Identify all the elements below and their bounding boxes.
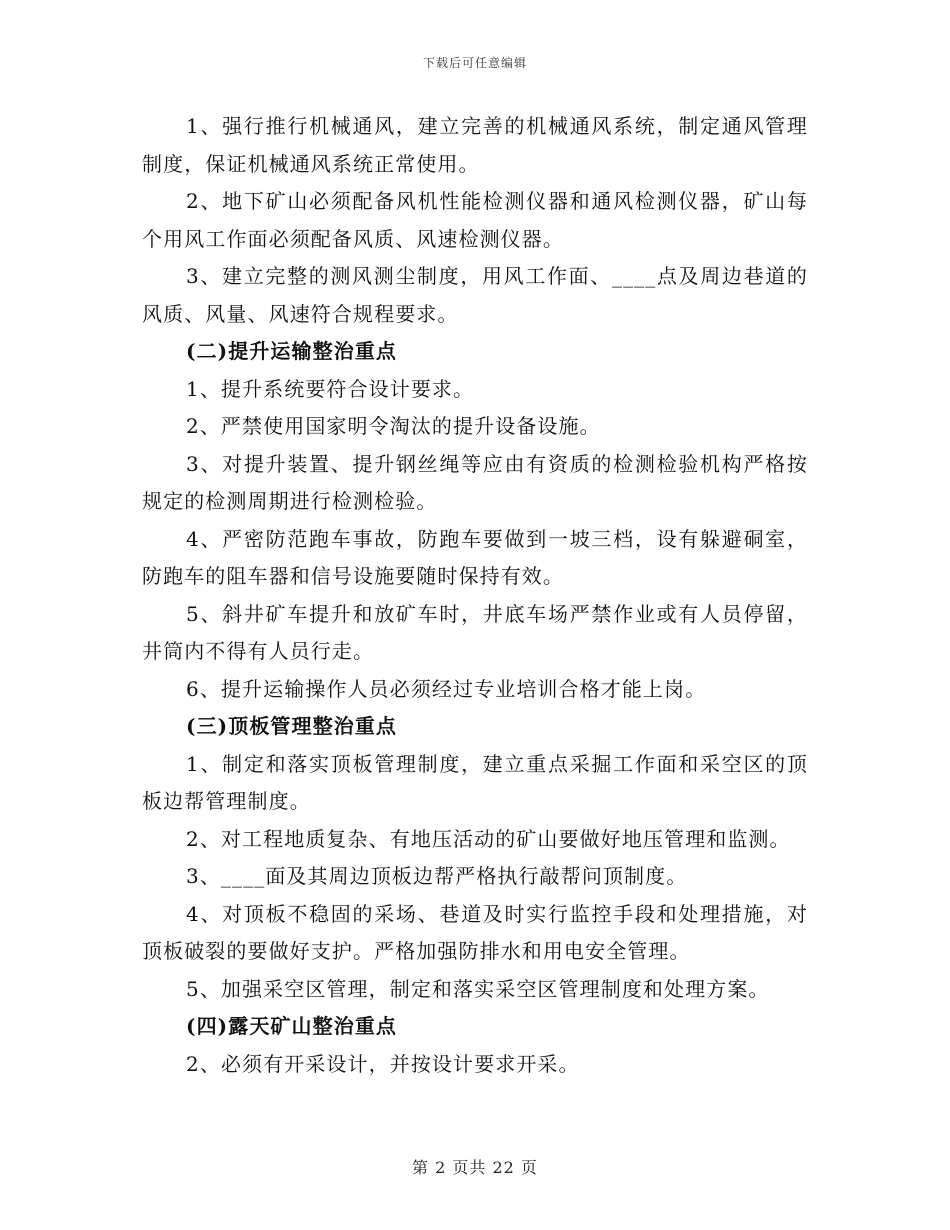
paragraph: 2、地下矿山必须配备风机性能检测仪器和通风检测仪器，矿山每个用风工作面必须配备风质、风速检测仪器。 (142, 189, 808, 251)
page-footer: 第 2 页共 22 页 (412, 1158, 538, 1177)
paragraph: 3、____面及其周边顶板边帮严格执行敲帮问顶制度。 (186, 864, 688, 888)
paragraph: 5、斜井矿车提升和放矿车时，井底车场严禁作业或有人员停留，井筒内不得有人员行走。 (142, 601, 808, 663)
page-header: 下载后可任意编辑 (422, 56, 527, 70)
paragraph: 2、严禁使用国家明令淘汰的提升设备设施。 (186, 414, 601, 438)
paragraph: 3、对提升装置、提升钢丝绳等应由有资质的检测检验机构严格按规定的检测周期进行检测检验。 (142, 451, 808, 513)
paragraph: 5、加强采空区管理，制定和落实采空区管理制度和处理方案。 (186, 976, 770, 1001)
paragraph: 2、对工程地质复杂、有地压活动的矿山要做好地压管理和监测。 (186, 826, 791, 851)
paragraph: 6、提升运输操作人员必须经过专业培训合格才能上岗。 (186, 676, 707, 701)
section-heading: (三)顶板管理整治重点 (186, 714, 398, 738)
paragraph: 1、制定和落实顶板管理制度，建立重点采掘工作面和采空区的顶板边帮管理制度。 (142, 751, 808, 813)
document-body (142, 108, 808, 1083)
paragraph: 3、建立完整的测风测尘制度，用风工作面、____点及周边巷道的风质、风量、风速符合规程要求。 (142, 264, 808, 326)
section-heading: (四)露天矿山整治重点 (186, 1014, 398, 1038)
paragraph: 4、对顶板不稳固的采场、巷道及时实行监控手段和处理措施，对顶板破裂的要做好支护。严格加强防排水和用电安全管理。 (142, 901, 808, 963)
paragraph: 1、强行推行机械通风，建立完善的机械通风系统，制定通风管理制度，保证机械通风系统正常使用。 (142, 114, 808, 176)
paragraph: 2、必须有开采设计，并按设计要求开采。 (186, 1051, 580, 1076)
section-heading: (二)提升运输整治重点 (186, 339, 398, 363)
paragraph: 1、提升系统要符合设计要求。 (186, 376, 475, 401)
paragraph: 4、严密防范跑车事故，防跑车要做到一坡三档，设有躲避硐室，防跑车的阻车器和信号设施要随时保持有效。 (142, 526, 808, 588)
